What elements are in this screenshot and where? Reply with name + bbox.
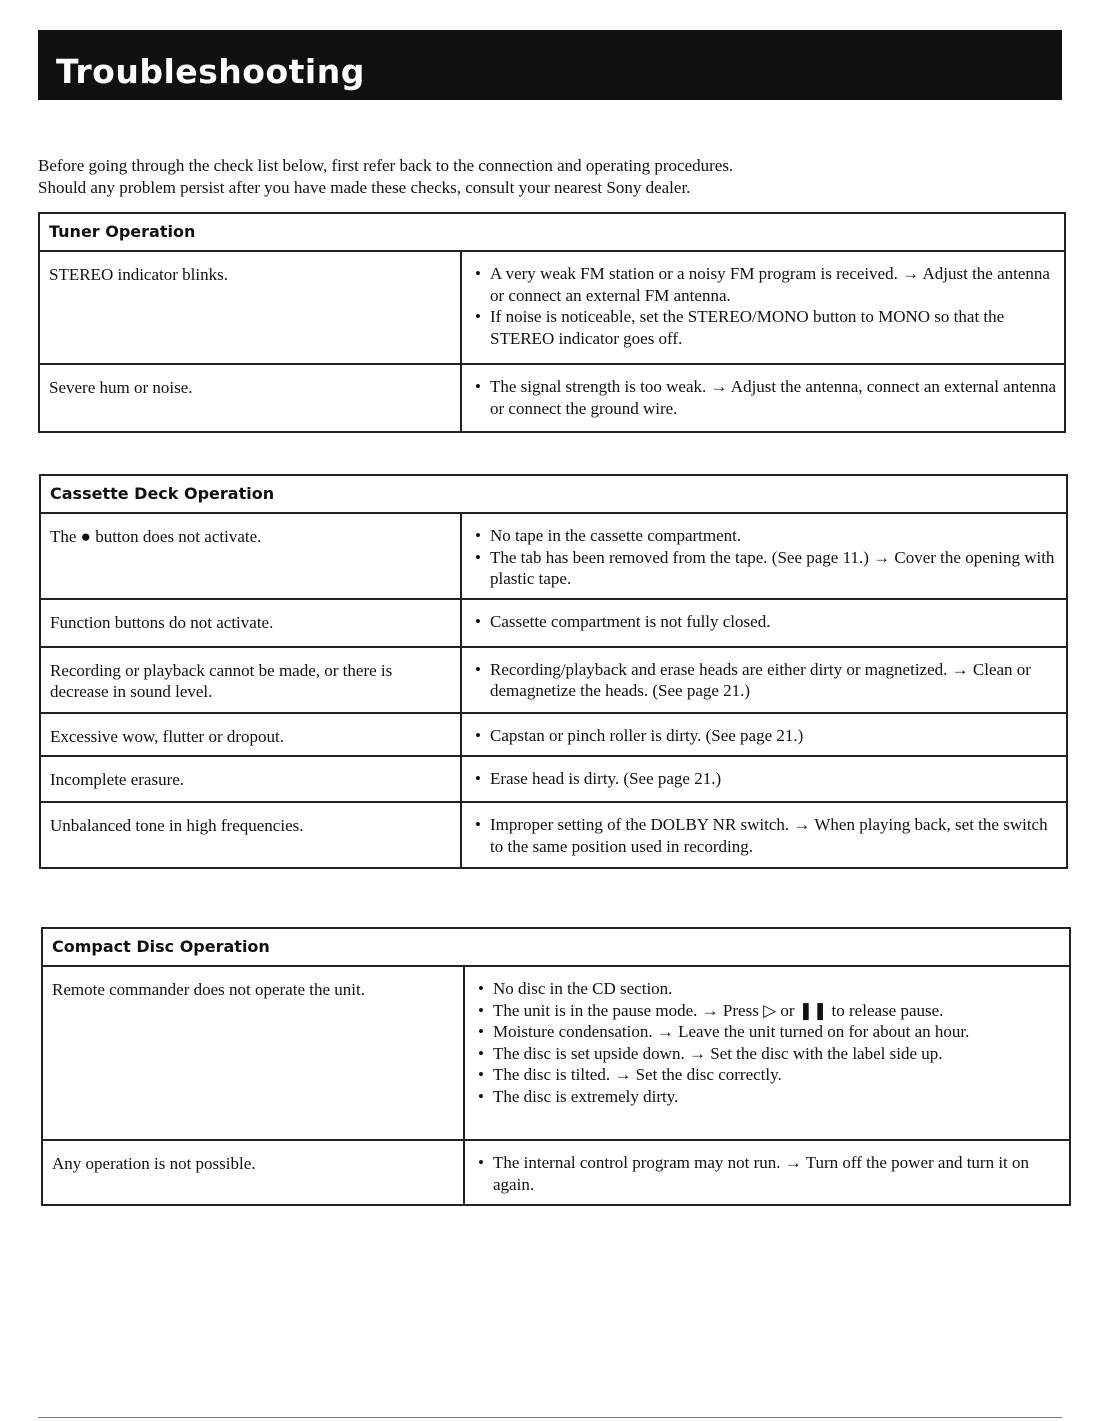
remedy-cell [461, 756, 1067, 802]
remedy-cell [461, 599, 1067, 647]
problem-cell: Severe hum or noise. [39, 364, 461, 432]
remedy-item: • The unit is in the pause mode. → Press ▷ or ❚❚ to release pause. [477, 1000, 1061, 1022]
table-row [39, 251, 1065, 364]
remedy-cell [461, 364, 1065, 432]
table-row [39, 364, 1065, 432]
table-row [40, 599, 1067, 647]
remedy-item: • The disc is set upside down. → Set the disc with the label side up. [477, 1043, 1061, 1065]
remedy-cell [461, 251, 1065, 364]
remedy-item: • The tab has been removed from the tape. (See page 11.) → Cover the opening with plastic tape. [474, 547, 1058, 590]
bottom-rule [38, 1417, 1062, 1418]
table-row [40, 513, 1067, 599]
section-title: Cassette Deck Operation [40, 475, 1067, 513]
problem-cell: Recording or playback cannot be made, or there is decrease in sound level. [40, 647, 461, 713]
cassette-deck-operation-table [39, 474, 1068, 869]
problem-cell: Unbalanced tone in high frequencies. [40, 802, 461, 868]
section-title: Compact Disc Operation [42, 928, 1070, 966]
remedy-item: • Erase head is dirty. (See page 21.) [474, 768, 1058, 790]
page-title: Troubleshooting [56, 52, 365, 91]
problem-cell: Any operation is not possible. [42, 1140, 464, 1205]
intro-text [38, 155, 1058, 199]
problem-cell: Remote commander does not operate the unit. [42, 966, 464, 1140]
section-title: Tuner Operation [39, 213, 1065, 251]
remedy-item: • Improper setting of the DOLBY NR switch. → When playing back, set the switch to the same position used in recording. [474, 814, 1058, 857]
problem-cell: Incomplete erasure. [40, 756, 461, 802]
intro-line-2: Should any problem persist after you have made these checks, consult your nearest Sony dealer. [38, 178, 691, 197]
table-row [42, 1140, 1070, 1205]
remedy-cell [461, 713, 1067, 757]
remedy-item: • Cassette compartment is not fully closed. [474, 611, 1058, 633]
remedy-cell [461, 513, 1067, 599]
remedy-cell [464, 1140, 1070, 1205]
remedy-item: • A very weak FM station or a noisy FM program is received. → Adjust the antenna or connect an external FM antenna. [474, 263, 1056, 306]
remedy-item: • If noise is noticeable, set the STEREO/MONO button to MONO so that the STEREO indicator goes off. [474, 306, 1056, 349]
remedy-item: • No tape in the cassette compartment. [474, 525, 1058, 547]
problem-cell: Excessive wow, flutter or dropout. [40, 713, 461, 757]
table-row [42, 966, 1070, 1140]
remedy-item: • The disc is tilted. → Set the disc correctly. [477, 1064, 1061, 1086]
title-bar [38, 30, 1062, 100]
remedy-item: • The internal control program may not run. → Turn off the power and turn it on again. [477, 1152, 1061, 1195]
tuner-operation-table [38, 212, 1066, 433]
table-row [40, 713, 1067, 757]
table-row [40, 647, 1067, 713]
problem-cell: Function buttons do not activate. [40, 599, 461, 647]
remedy-cell [461, 802, 1067, 868]
table-row [40, 756, 1067, 802]
problem-cell: STEREO indicator blinks. [39, 251, 461, 364]
remedy-item: • Moisture condensation. → Leave the unit turned on for about an hour. [477, 1021, 1061, 1043]
remedy-item: • The signal strength is too weak. → Adjust the antenna, connect an external antenna or connect the ground wire. [474, 376, 1056, 419]
intro-line-1: Before going through the check list below, first refer back to the connection and operating procedures. [38, 156, 734, 175]
remedy-item: • Capstan or pinch roller is dirty. (See page 21.) [474, 725, 1058, 747]
compact-disc-operation-table [41, 927, 1071, 1206]
remedy-cell [464, 966, 1070, 1140]
problem-cell: The ● button does not activate. [40, 513, 461, 599]
remedy-item: • Recording/playback and erase heads are either dirty or magnetized. → Clean or demagnetize the heads. (See page 21.) [474, 659, 1058, 702]
remedy-item: • The disc is extremely dirty. [477, 1086, 1061, 1108]
remedy-item: • No disc in the CD section. [477, 978, 1061, 1000]
table-row [40, 802, 1067, 868]
remedy-cell [461, 647, 1067, 713]
